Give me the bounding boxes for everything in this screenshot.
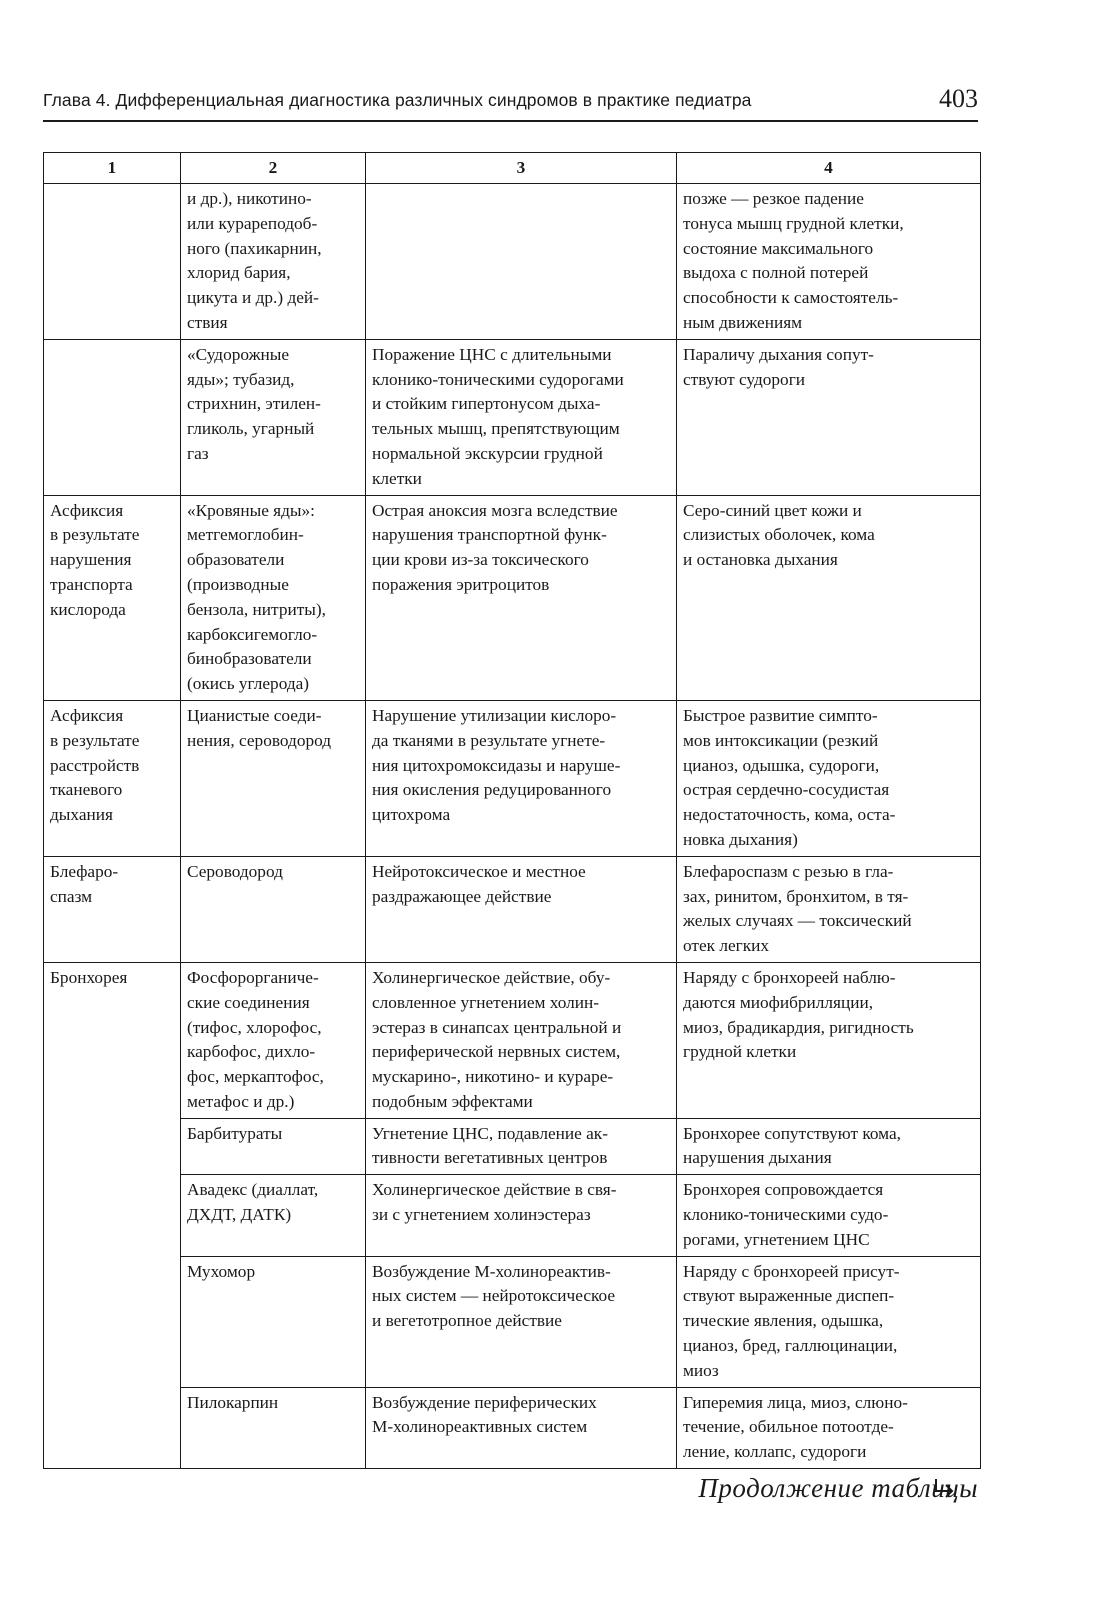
mechanism-cell: Острая аноксия мозга вследствие нарушения транспортной функ- ции крови из-за токсического поражения эритроцитов xyxy=(366,495,677,700)
poison-cell: Фосфорорганиче- ские соединения (тифос, хлорофос, карбофос, дихло- фос, меркаптофос, метафос и др.) xyxy=(181,962,366,1118)
symptoms-cell: Блефароспазм с резью в гла- зах, ринитом, бронхитом, в тя- желых случаях — токсический отек легких xyxy=(677,856,981,962)
poison-cell: Барбитураты xyxy=(181,1118,366,1175)
symptoms-cell: Гиперемия лица, миоз, слюно- течение, обильное потоотде- ление, коллапс, судороги xyxy=(677,1387,981,1468)
poison-cell: Цианистые соеди- нения, сероводород xyxy=(181,700,366,856)
poison-cell: Пилокарпин xyxy=(181,1387,366,1468)
column-header-4: 4 xyxy=(677,153,981,184)
mechanism-cell: Холинергическое действие в свя- зи с угнетением холинэстераз xyxy=(366,1175,677,1256)
column-header-1: 1 xyxy=(44,153,181,184)
poison-cell: «Судорожные яды»; тубазид, стрихнин, этилен- гликоль, угарный газ xyxy=(181,339,366,495)
mechanism-cell: Холинергическое действие, обу- словленное угнетением холин- эстераз в синапсах центральной и периферической нервных систем, мускарино-, никотино- и кураре- подобным эффектами xyxy=(366,962,677,1118)
symptoms-cell: Быстрое развитие симпто- мов интоксикации (резкий цианоз, одышка, судороги, острая сердечно-сосудистая недостаточность, кома, оста- новка дыхания) xyxy=(677,700,981,856)
mechanism-cell xyxy=(366,184,677,340)
column-header-3: 3 xyxy=(366,153,677,184)
syndrome-cell: Асфиксия в результате расстройств тканевого дыхания xyxy=(44,700,181,856)
mechanism-cell: Поражение ЦНС с длительными клонико-тоническими судорогами и стойким гипертонусом дыха- тельных мышц, препятствующим нормальной экскурсии грудной клетки xyxy=(366,339,677,495)
poison-cell: и др.), никотино- или курареподоб- ного (пахикарнин, хлорид бария, цикута и др.) дей- ствия xyxy=(181,184,366,340)
table-row xyxy=(44,700,981,856)
symptoms-cell: позже — резкое падение тонуса мышц грудной клетки, состояние максимального выдоха с полной потерей способности к самостоятель- ным движениям xyxy=(677,184,981,340)
table-row xyxy=(44,1256,981,1387)
syndrome-cell xyxy=(44,339,181,495)
mechanism-cell: Возбуждение М-холинореактив- ных систем — нейротоксическое и вегетотропное действие xyxy=(366,1256,677,1387)
table-row xyxy=(44,856,981,962)
symptoms-cell: Серо-синий цвет кожи и слизистых оболочек, кома и остановка дыхания xyxy=(677,495,981,700)
mechanism-cell: Возбуждение периферических М-холинореактивных систем xyxy=(366,1387,677,1468)
mechanism-cell: Нарушение утилизации кислоро- да тканями в результате угнете- ния цитохромоксидазы и наруше- ния окисления редуцированного цитохрома xyxy=(366,700,677,856)
syndrome-cell: Бронхорея xyxy=(44,962,181,1468)
table-row xyxy=(44,962,981,1118)
column-header-2: 2 xyxy=(181,153,366,184)
page-number: 403 xyxy=(939,84,978,113)
poison-cell: Авадекс (диаллат, ДХДТ, ДАТК) xyxy=(181,1175,366,1256)
data-table xyxy=(43,152,981,1469)
syndrome-cell: Блефаро- спазм xyxy=(44,856,181,962)
symptoms-cell: Параличу дыхания сопут- ствуют судороги xyxy=(677,339,981,495)
table-row xyxy=(44,339,981,495)
table-row xyxy=(44,1175,981,1256)
table-header-row xyxy=(44,153,981,184)
poison-cell: Мухомор xyxy=(181,1256,366,1387)
table-row xyxy=(44,1118,981,1175)
mechanism-cell: Угнетение ЦНС, подавление ак- тивности вегетативных центров xyxy=(366,1118,677,1175)
symptoms-cell: Бронхорее сопутствуют кома, нарушения дыхания xyxy=(677,1118,981,1175)
continuation-note: Продолжение таблицы xyxy=(698,1473,978,1503)
syndrome-cell xyxy=(44,184,181,340)
poison-cell: Сероводород xyxy=(181,856,366,962)
poison-cell: «Кровяные яды»: метгемоглобин- образователи (производные бензола, нитриты), карбоксигемогло- бинобразователи (окись углерода) xyxy=(181,495,366,700)
mechanism-cell: Нейротоксическое и местное раздражающее действие xyxy=(366,856,677,962)
table-row xyxy=(44,495,981,700)
table-row xyxy=(44,184,981,340)
running-header xyxy=(43,84,978,122)
symptoms-cell: Бронхорея сопровождается клонико-тоническими судо- рогами, угнетением ЦНС xyxy=(677,1175,981,1256)
syndrome-cell: Асфиксия в результате нарушения транспорта кислорода xyxy=(44,495,181,700)
turn-down-arrow-icon xyxy=(932,1476,958,1502)
symptoms-cell: Наряду с бронхореей присут- ствуют выраженные диспеп- тические явления, одышка, цианоз, бред, галлюцинации, миоз xyxy=(677,1256,981,1387)
symptoms-cell: Наряду с бронхореей наблю- даются миофибрилляции, миоз, брадикардия, ригидность грудной клетки xyxy=(677,962,981,1118)
table-row xyxy=(44,1387,981,1468)
chapter-title: Глава 4. Дифференциальная диагностика различных синдромов в практике педиатра xyxy=(43,90,752,110)
